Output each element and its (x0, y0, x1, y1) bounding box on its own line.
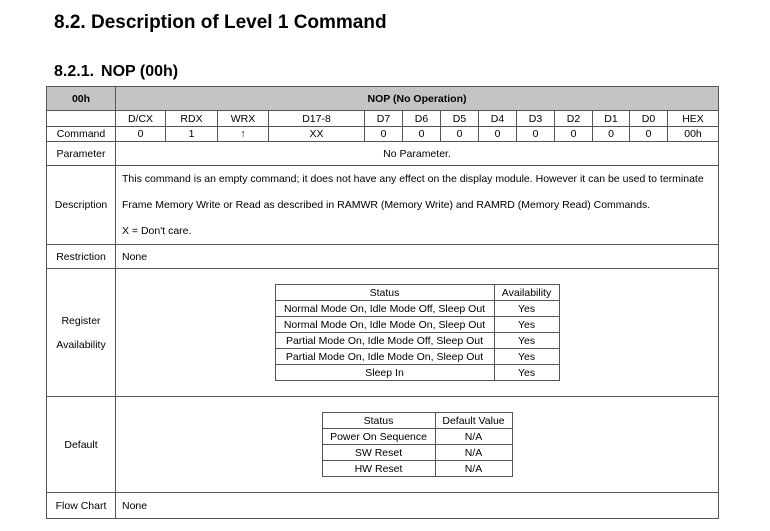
col-header: D5 (441, 111, 479, 127)
col-header: HEX (668, 111, 719, 127)
availability-header: Availability (494, 285, 559, 301)
table-row (322, 429, 512, 445)
table-row (322, 461, 512, 477)
subsection-title: NOP (00h) (101, 63, 179, 80)
subsection-heading (54, 63, 178, 81)
default-status: SW Reset (322, 445, 435, 461)
row-label: Description (47, 166, 116, 245)
restriction-row (47, 245, 719, 269)
flowchart-row (47, 493, 719, 519)
availability-header-row (275, 285, 559, 301)
availability-status: Normal Mode On, Idle Mode On, Sleep Out (275, 317, 494, 333)
availability-value: Yes (494, 365, 559, 381)
command-value: 0 (441, 127, 479, 142)
default-row (47, 397, 719, 493)
command-value: 0 (365, 127, 403, 142)
row-label: Default (47, 397, 116, 493)
table-row (275, 317, 559, 333)
availability-status: Normal Mode On, Idle Mode Off, Sleep Out (275, 301, 494, 317)
default-value: N/A (435, 445, 512, 461)
table-row (275, 365, 559, 381)
command-value: 0 (116, 127, 166, 142)
command-value: 0 (403, 127, 441, 142)
availability-status: Sleep In (275, 365, 494, 381)
command-title: NOP (No Operation) (116, 87, 719, 111)
description-line: This command is an empty command; it does not have any effect on the display module. However it can be used to terminate (122, 173, 704, 185)
command-value: 0 (555, 127, 593, 142)
default-value: N/A (435, 461, 512, 477)
subsection-number: 8.2.1. (54, 63, 95, 80)
row-label: Command (47, 127, 116, 142)
empty-cell (47, 111, 116, 127)
availability-header: Status (275, 285, 494, 301)
command-value: 00h (668, 127, 719, 142)
col-header: D3 (517, 111, 555, 127)
section-heading: 8.2. Description of Level 1 Command (54, 12, 387, 33)
description-row (47, 166, 719, 245)
command-value: 1 (166, 127, 218, 142)
description-text (116, 166, 719, 245)
table-header-row (47, 87, 719, 111)
col-header: RDX (166, 111, 218, 127)
availability-status: Partial Mode On, Idle Mode Off, Sleep Out (275, 333, 494, 349)
row-label: Restriction (47, 245, 116, 269)
default-status: Power On Sequence (322, 429, 435, 445)
command-value: 0 (593, 127, 630, 142)
parameter-row (47, 142, 719, 166)
description-line: Frame Memory Write or Read as described in RAMWR (Memory Write) and RAMRD (Memory Read) Commands. (122, 199, 651, 211)
col-header: D0 (630, 111, 668, 127)
col-header: D7 (365, 111, 403, 127)
col-header: D/CX (116, 111, 166, 127)
restriction-value: None (116, 245, 719, 269)
default-status: HW Reset (322, 461, 435, 477)
availability-status: Partial Mode On, Idle Mode On, Sleep Out (275, 349, 494, 365)
availability-value: Yes (494, 333, 559, 349)
default-header: Status (322, 413, 435, 429)
flowchart-value: None (116, 493, 719, 519)
availability-cell (116, 269, 719, 397)
default-cell (116, 397, 719, 493)
command-value: 0 (479, 127, 517, 142)
command-value: XX (269, 127, 365, 142)
default-value: N/A (435, 429, 512, 445)
table-row (275, 349, 559, 365)
row-label: Parameter (47, 142, 116, 166)
col-header: D1 (593, 111, 630, 127)
col-header: D4 (479, 111, 517, 127)
command-value: ↑ (218, 127, 269, 142)
default-header: Default Value (435, 413, 512, 429)
table-row (275, 301, 559, 317)
bit-header-row (47, 111, 719, 127)
table-row (322, 445, 512, 461)
command-table (46, 86, 719, 519)
register-availability-row (47, 269, 719, 397)
default-table (322, 412, 513, 477)
col-header: D6 (403, 111, 441, 127)
command-value: 0 (517, 127, 555, 142)
default-header-row (322, 413, 512, 429)
register-label-line-1: Register (61, 314, 101, 327)
command-value: 0 (630, 127, 668, 142)
row-label (47, 269, 116, 397)
table-row (275, 333, 559, 349)
col-header: D17-8 (269, 111, 365, 127)
availability-value: Yes (494, 317, 559, 333)
register-label (47, 309, 115, 357)
command-code: 00h (47, 87, 116, 111)
command-row (47, 127, 719, 142)
register-label-line-2: Availability (56, 338, 106, 351)
availability-value: Yes (494, 349, 559, 365)
col-header: WRX (218, 111, 269, 127)
availability-value: Yes (494, 301, 559, 317)
description-line: X = Don't care. (122, 225, 192, 237)
availability-table (275, 284, 560, 381)
parameter-value: No Parameter. (116, 142, 719, 166)
col-header: D2 (555, 111, 593, 127)
row-label: Flow Chart (47, 493, 116, 519)
